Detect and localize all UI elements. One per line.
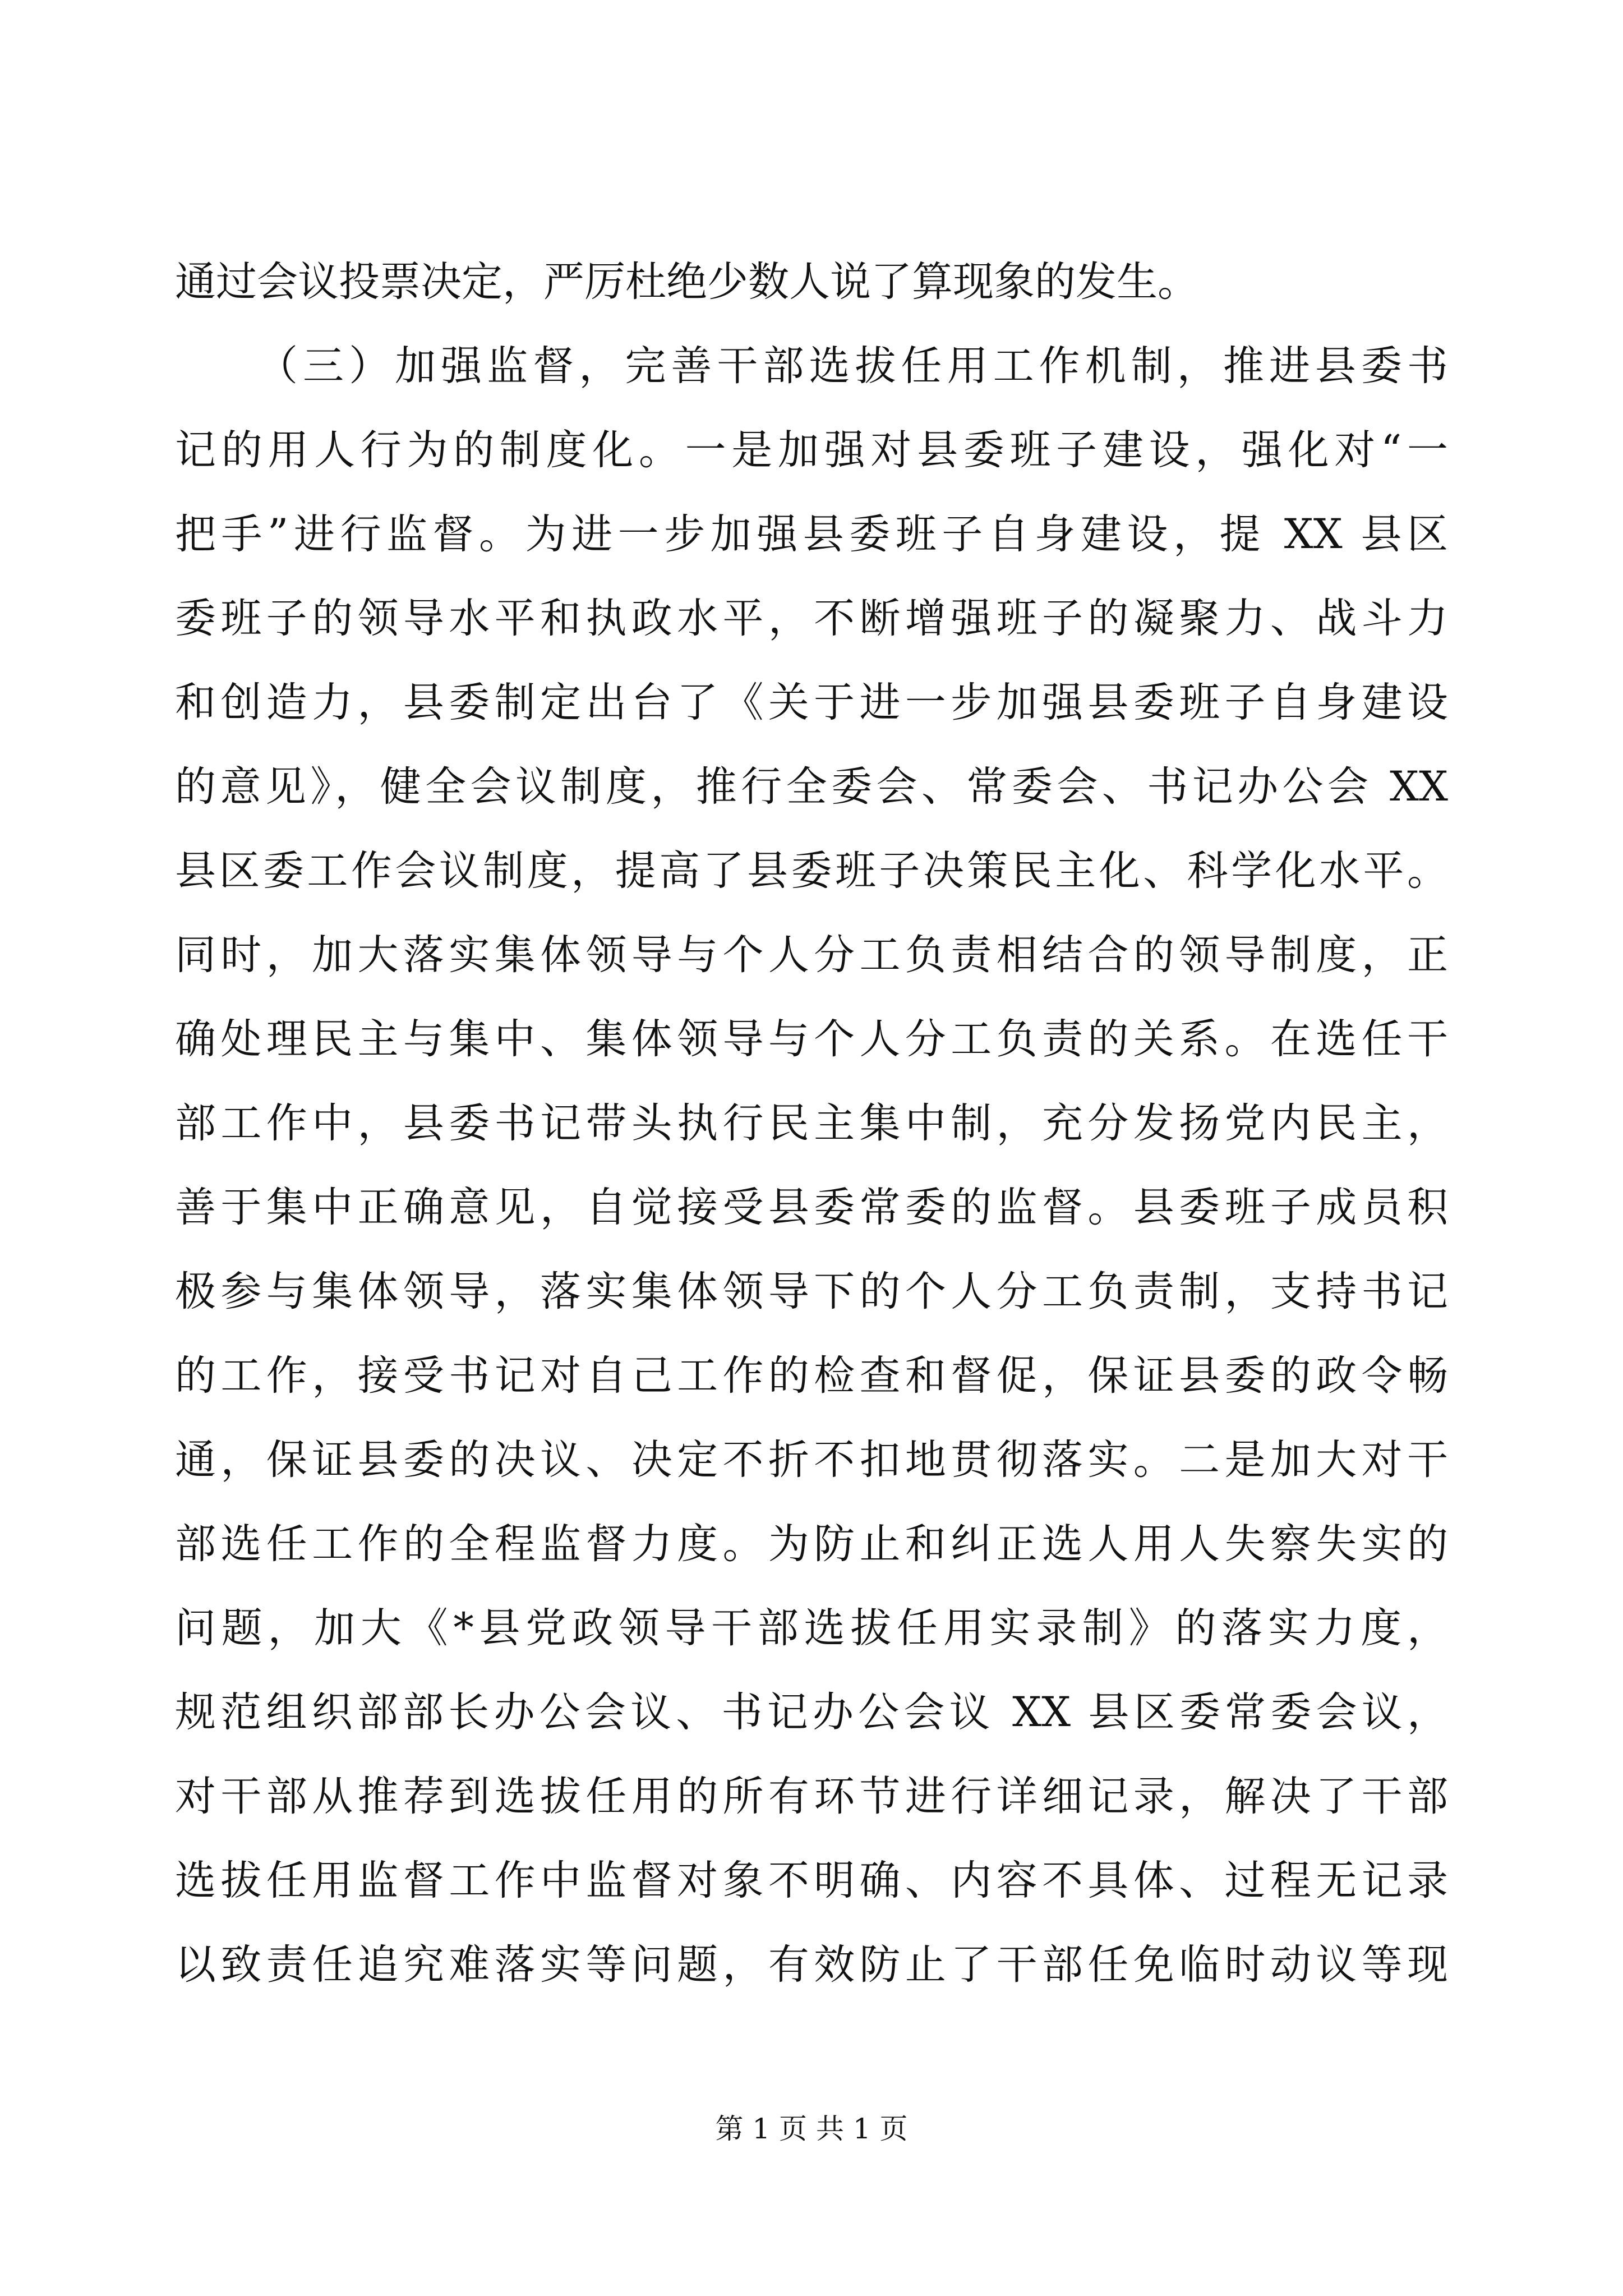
text-line: 部工作中，县委书记带头执行民主集中制，充分发扬党内民主， bbox=[175, 1099, 1448, 1147]
section-heading-line: （三）加强监督，完善干部选拔任用工作机制，推进县委书 bbox=[257, 342, 1448, 390]
text-line: 委班子的领导水平和执政水平，不断增强班子的凝聚力、战斗力 bbox=[175, 595, 1448, 642]
text-line: 通，保证县委的决议、决定不折不扣地贯彻落实。二是加大对干 bbox=[175, 1436, 1448, 1484]
text-line: 同时，加大落实集体领导与个人分工负责相结合的领导制度，正 bbox=[175, 931, 1448, 979]
text-line: 把手”进行监督。为进一步加强县委班子自身建设，提 XX 县区 bbox=[175, 510, 1448, 558]
body-text bbox=[175, 240, 1448, 2007]
text-line: 县区委工作会议制度，提高了县委班子决策民主化、科学化水平。 bbox=[175, 847, 1448, 895]
page-number-label: 第 1 页 共 1 页 bbox=[715, 2113, 908, 2145]
text-line: 极参与集体领导，落实集体领导下的个人分工负责制，支持书记 bbox=[175, 1268, 1448, 1315]
text-line: 以致责任追究难落实等问题，有效防止了干部任免临时动议等现 bbox=[175, 1941, 1448, 1989]
text-line: 选拔任用监督工作中监督对象不明确、内容不具体、过程无记录 bbox=[175, 1857, 1448, 1904]
text-line: 确处理民主与集中、集体领导与个人分工负责的关系。在选任干 bbox=[175, 1015, 1448, 1063]
text-line: 规范组织部部长办公会议、书记办公会议 XX 县区委常委会议， bbox=[175, 1688, 1448, 1736]
text-line: 的意见》，健全会议制度，推行全委会、常委会、书记办公会 XX bbox=[175, 763, 1448, 811]
page-footer bbox=[0, 2109, 1623, 2148]
text-line: 通过会议投票决定，严厉杜绝少数人说了算现象的发生。 bbox=[175, 258, 1198, 306]
text-line: 问题，加大《*县党政领导干部选拔任用实录制》的落实力度， bbox=[175, 1604, 1448, 1652]
text-line: 部选任工作的全程监督力度。为防止和纠正选人用人失察失实的 bbox=[175, 1520, 1448, 1568]
text-line: 的工作，接受书记对自己工作的检查和督促，保证县委的政令畅 bbox=[175, 1352, 1448, 1400]
text-line: 对干部从推荐到选拔任用的所有环节进行详细记录，解决了干部 bbox=[175, 1773, 1448, 1820]
text-line: 和创造力，县委制定出台了《关于进一步加强县委班子自身建设 bbox=[175, 679, 1448, 726]
text-line: 记的用人行为的制度化。一是加强对县委班子建设，强化对“一 bbox=[175, 426, 1448, 474]
text-line: 善于集中正确意见，自觉接受县委常委的监督。县委班子成员积 bbox=[175, 1184, 1448, 1231]
